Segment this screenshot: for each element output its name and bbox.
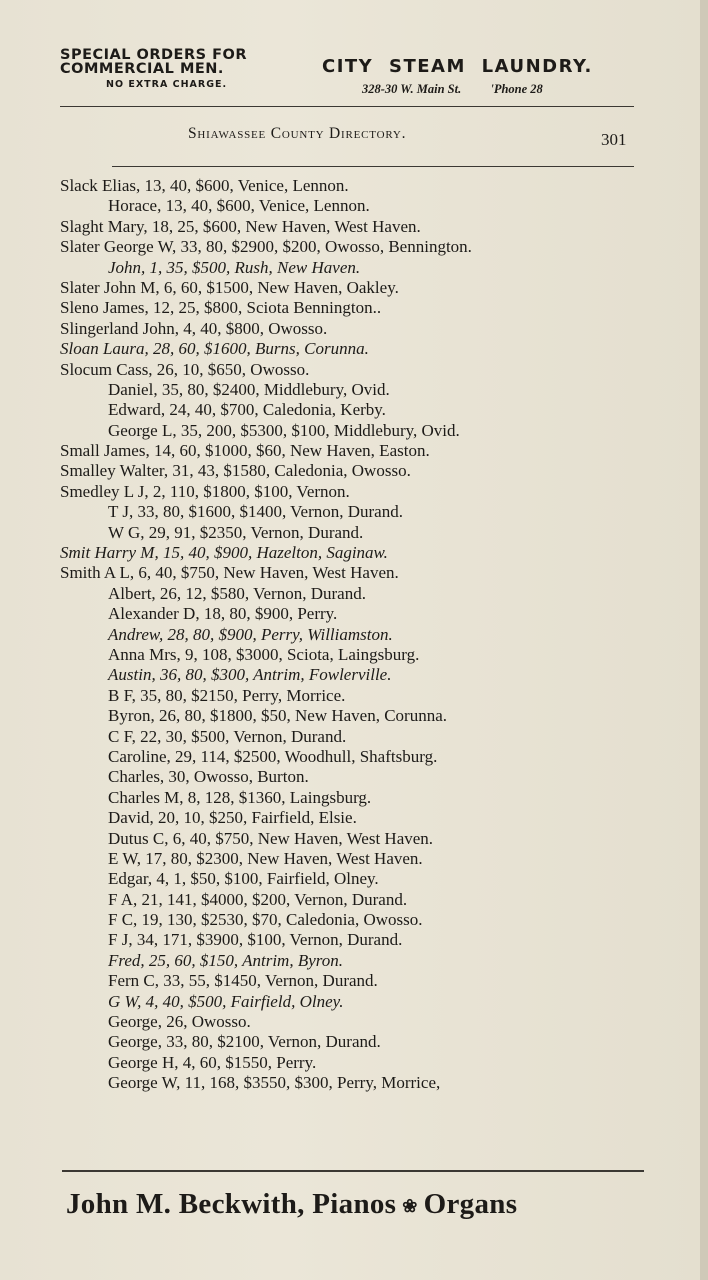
special-orders-text: SPECIAL ORDERS FOR: [60, 47, 248, 63]
directory-entry: W G, 29, 91, $2350, Vernon, Durand.: [108, 522, 364, 542]
directory-entry: Dutus C, 6, 40, $750, New Haven, West Haven.: [108, 828, 434, 848]
directory-entry: Sleno James, 12, 25, $800, Sciota Bennington..: [60, 298, 382, 318]
directory-entry: Smalley Walter, 31, 43, $1580, Caledonia, Owosso.: [60, 461, 411, 481]
footer-rule: [62, 1170, 644, 1172]
directory-entry: Slack Elias, 13, 40, $600, Venice, Lennon.: [60, 176, 349, 195]
directory-entry: David, 20, 10, $250, Fairfield, Elsie.: [108, 808, 357, 828]
page-number: 301: [601, 130, 627, 149]
directory-entry: Slocum Cass, 26, 10, $650, Owosso.: [60, 359, 310, 379]
directory-entry: Fern C, 33, 55, $1450, Vernon, Durand.: [108, 971, 378, 991]
directory-entry: George L, 35, 200, $5300, $100, Middlebury, Ovid.: [108, 420, 460, 440]
footer-ad: [66, 1188, 517, 1221]
directory-entry: Anna Mrs, 9, 108, $3000, Sciota, Laingsburg.: [108, 644, 420, 664]
directory-entry: Fred, 25, 60, $150, Antrim, Byron.: [108, 950, 343, 970]
directory-entry: E W, 17, 80, $2300, New Haven, West Haven.: [108, 848, 423, 868]
directory-entry: F A, 21, 141, $4000, $200, Vernon, Durand.: [108, 889, 408, 909]
directory-entry: G W, 4, 40, $500, Fairfield, Olney.: [108, 991, 344, 1011]
directory-entry: John, 1, 35, $500, Rush, New Haven.: [108, 257, 361, 277]
directory-entry: Austin, 36, 80, $300, Antrim, Fowlerville.: [108, 665, 392, 685]
directory-entry: Smith A L, 6, 40, $750, New Haven, West Haven.: [60, 563, 399, 583]
directory-entry: Smit Harry M, 15, 40, $900, Hazelton, Saginaw.: [60, 543, 388, 563]
laundry-title: CITY STEAM LAUNDRY.: [322, 56, 593, 77]
commercial-men-text: COMMERCIAL MEN.: [60, 61, 224, 77]
directory-entry: Slingerland John, 4, 40, $800, Owosso.: [60, 318, 328, 338]
header-rule: [60, 106, 634, 107]
directory-entry: Smedley L J, 2, 110, $1800, $100, Vernon.: [60, 481, 350, 501]
directory-entry: T J, 33, 80, $1600, $1400, Vernon, Durand.: [108, 502, 403, 522]
running-head-title: Shiawassee County Directory.: [188, 125, 407, 142]
directory-entry: Edgar, 4, 1, $50, $100, Fairfield, Olney.: [108, 869, 379, 889]
directory-entry: Charles M, 8, 128, $1360, Laingsburg.: [108, 787, 372, 807]
directory-entry: Alexander D, 18, 80, $900, Perry.: [108, 604, 338, 624]
directory-entry: Caroline, 29, 114, $2500, Woodhull, Shaftsburg.: [108, 746, 438, 766]
directory-entry: George, 26, Owosso.: [108, 1012, 251, 1032]
directory-entry: Byron, 26, 80, $1800, $50, New Haven, Corunna.: [108, 706, 448, 726]
flower-ornament-icon: ❀: [402, 1195, 418, 1216]
directory-entry: F J, 34, 171, $3900, $100, Vernon, Durand.: [108, 930, 403, 950]
laundry-address: 328-30 W. Main St.: [362, 82, 462, 96]
directory-entry: Albert, 26, 12, $580, Vernon, Durand.: [108, 583, 366, 603]
directory-entry: Daniel, 35, 80, $2400, Middlebury, Ovid.: [108, 379, 390, 399]
directory-entry: Charles, 30, Owosso, Burton.: [108, 767, 309, 787]
header-ad-left: [60, 48, 300, 92]
laundry-phone: 'Phone 28: [490, 82, 543, 96]
no-extra-charge-text: NO EXTRA CHARGE.: [106, 79, 228, 90]
directory-entry: B F, 35, 80, $2150, Perry, Morrice.: [108, 685, 346, 705]
directory-entry: Slater George W, 33, 80, $2900, $200, Owosso, Bennington.: [60, 237, 472, 257]
footer-ad-name: John M. Beckwith, Pianos: [66, 1188, 397, 1220]
directory-entry: Sloan Laura, 28, 60, $1600, Burns, Corunna.: [60, 339, 369, 359]
running-head-rule: [112, 166, 634, 167]
directory-entry: Andrew, 28, 80, $900, Perry, Williamston.: [108, 624, 393, 644]
directory-entry: George H, 4, 60, $1550, Perry.: [108, 1052, 317, 1072]
directory-entry: George W, 11, 168, $3550, $300, Perry, Morrice,: [108, 1073, 441, 1093]
directory-entry: Edward, 24, 40, $700, Caledonia, Kerby.: [108, 400, 386, 420]
directory-entry: Horace, 13, 40, $600, Venice, Lennon.: [108, 196, 370, 216]
directory-entry: F C, 19, 130, $2530, $70, Caledonia, Owosso.: [108, 910, 423, 930]
directory-entry: Slater John M, 6, 60, $1500, New Haven, Oakley.: [60, 277, 399, 297]
directory-entry: C F, 22, 30, $500, Vernon, Durand.: [108, 726, 347, 746]
directory-entry: Small James, 14, 60, $1000, $60, New Haven, Easton.: [60, 441, 430, 461]
directory-entry: Slaght Mary, 18, 25, $600, New Haven, West Haven.: [60, 216, 421, 236]
directory-entries: [60, 176, 660, 1094]
footer-ad-tail: Organs: [423, 1188, 518, 1220]
directory-entry: George, 33, 80, $2100, Vernon, Durand.: [108, 1032, 381, 1052]
laundry-address-line: [362, 82, 543, 97]
